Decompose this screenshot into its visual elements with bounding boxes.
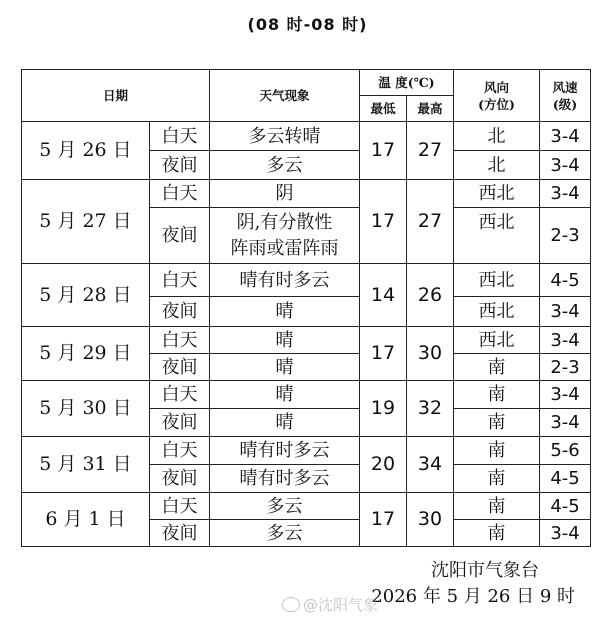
- temp-low-cell: 17: [360, 327, 407, 381]
- weather-cell: 多云: [210, 151, 360, 180]
- wind-dir-cell: 北: [454, 151, 540, 180]
- temp-low-cell: 17: [360, 493, 407, 547]
- day-date: 5 月 30 日: [22, 381, 150, 437]
- table-row: [22, 264, 591, 297]
- period-label: 白天: [150, 180, 210, 208]
- wind-dir-cell: 西北: [454, 327, 540, 354]
- temp-high-cell: 34: [407, 437, 454, 493]
- weather-cell: 多云: [210, 520, 360, 547]
- period-label: 夜间: [150, 409, 210, 437]
- temp-high-cell: 32: [407, 381, 454, 437]
- wind-dir-cell: 北: [454, 122, 540, 151]
- table-row: [22, 381, 591, 409]
- wind-dir-cell: 南: [454, 465, 540, 493]
- wind-dir-cell: 南: [454, 520, 540, 547]
- header-wind-direction: 风向 (方位): [454, 70, 540, 122]
- weather-cell: 多云: [210, 493, 360, 520]
- temp-low-cell: 14: [360, 264, 407, 327]
- table-row: [22, 437, 591, 465]
- wind-speed-cell: 4-5: [540, 493, 591, 520]
- table-row: [22, 327, 591, 354]
- temp-high-cell: 30: [407, 493, 454, 547]
- table-row: [22, 493, 591, 520]
- temp-high-cell: 27: [407, 180, 454, 264]
- issuing-organization: 沈阳市气象台: [431, 560, 539, 581]
- wind-dir-cell: 南: [454, 437, 540, 465]
- period-label: 白天: [150, 493, 210, 520]
- table-row: [22, 180, 591, 208]
- forecast-title: (08 时-08 时): [247, 15, 368, 34]
- day-date: 5 月 31 日: [22, 437, 150, 493]
- wind-speed-cell: 3-4: [540, 327, 591, 354]
- day-date: 5 月 28 日: [22, 264, 150, 327]
- header-temperature: 温 度(℃): [360, 70, 454, 96]
- wind-speed-cell: 4-5: [540, 465, 591, 493]
- wind-speed-cell: 3-4: [540, 180, 591, 208]
- temp-low-cell: 17: [360, 122, 407, 180]
- wind-speed-cell: 3-4: [540, 122, 591, 151]
- period-label: 夜间: [150, 208, 210, 264]
- watermark: [282, 594, 378, 615]
- period-label: 白天: [150, 381, 210, 409]
- period-label: 白天: [150, 264, 210, 297]
- period-label: 夜间: [150, 465, 210, 493]
- period-label: 白天: [150, 437, 210, 465]
- weather-cell: 晴: [210, 381, 360, 409]
- watermark-text: @沈阳气象: [303, 596, 379, 614]
- weather-cell: 晴: [210, 327, 360, 354]
- header-wind-speed: 风速 (级): [540, 70, 591, 122]
- forecast-table: [21, 69, 591, 547]
- wind-dir-cell: 南: [454, 354, 540, 381]
- temp-high-cell: 27: [407, 122, 454, 180]
- period-label: 夜间: [150, 151, 210, 180]
- temp-low-cell: 20: [360, 437, 407, 493]
- wind-speed-cell: 4-5: [540, 264, 591, 297]
- wind-dir-cell: 南: [454, 409, 540, 437]
- wind-speed-cell: 3-4: [540, 520, 591, 547]
- day-date: 5 月 26 日: [22, 122, 150, 180]
- header-temp-high: 最高: [407, 96, 454, 122]
- temp-low-cell: 17: [360, 180, 407, 264]
- wind-speed-cell: 3-4: [540, 297, 591, 327]
- weather-cell: 晴: [210, 354, 360, 381]
- header-date: 日期: [22, 70, 210, 122]
- weibo-icon: [282, 597, 300, 612]
- day-date: 5 月 29 日: [22, 327, 150, 381]
- wind-speed-cell: 5-6: [540, 437, 591, 465]
- temp-high-cell: 26: [407, 264, 454, 327]
- wind-dir-cell: 西北: [454, 208, 540, 264]
- weather-cell: 晴: [210, 297, 360, 327]
- day-date: 5 月 27 日: [22, 180, 150, 264]
- issue-date: 2026 年 5 月 26 日 9 时: [371, 586, 575, 607]
- wind-speed-cell: 3-4: [540, 151, 591, 180]
- wind-dir-cell: 西北: [454, 297, 540, 327]
- wind-dir-cell: 南: [454, 493, 540, 520]
- temp-high-cell: 30: [407, 327, 454, 381]
- period-label: 夜间: [150, 354, 210, 381]
- weather-cell: 晴有时多云: [210, 437, 360, 465]
- wind-speed-cell: 2-3: [540, 354, 591, 381]
- weather-cell: 晴有时多云: [210, 465, 360, 493]
- weather-cell: 阴: [210, 180, 360, 208]
- day-date: 6 月 1 日: [22, 493, 150, 547]
- weather-cell: 阴,有分散性 阵雨或雷阵雨: [210, 208, 360, 264]
- wind-speed-cell: 3-4: [540, 381, 591, 409]
- weather-cell: 多云转晴: [210, 122, 360, 151]
- period-label: 夜间: [150, 520, 210, 547]
- period-label: 白天: [150, 327, 210, 354]
- wind-speed-cell: 2-3: [540, 208, 591, 264]
- table-row: [22, 122, 591, 151]
- temp-low-cell: 19: [360, 381, 407, 437]
- wind-speed-cell: 3-4: [540, 409, 591, 437]
- wind-dir-cell: 南: [454, 381, 540, 409]
- wind-dir-cell: 西北: [454, 264, 540, 297]
- period-label: 夜间: [150, 297, 210, 327]
- weather-cell: 晴: [210, 409, 360, 437]
- header-temp-low: 最低: [360, 96, 407, 122]
- wind-dir-cell: 西北: [454, 180, 540, 208]
- header-weather: 天气现象: [210, 70, 360, 122]
- period-label: 白天: [150, 122, 210, 151]
- weather-cell: 晴有时多云: [210, 264, 360, 297]
